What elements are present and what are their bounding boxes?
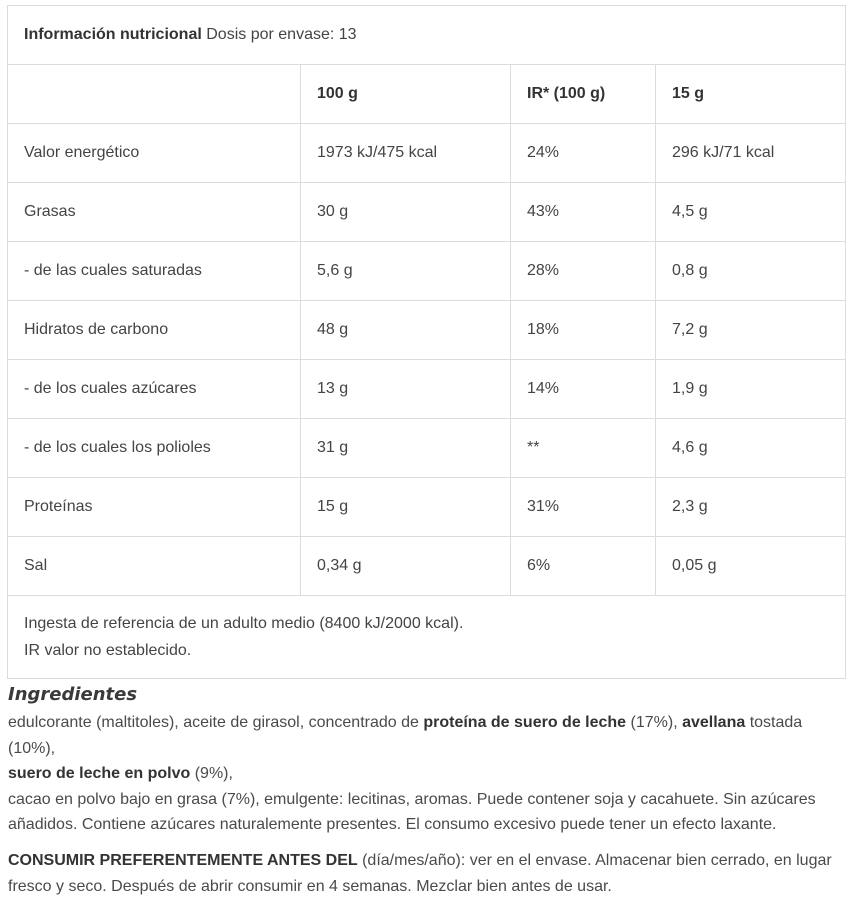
ingredient-text-segment: edulcorante (maltitoles), aceite de girasol, concentrado de xyxy=(8,714,424,731)
nutrient-name-cell: Grasas xyxy=(8,183,301,242)
ingredients-heading: Ingredientes xyxy=(8,684,138,705)
nutrient-value-cell: 296 kJ/71 kcal xyxy=(656,124,846,183)
table-header-row xyxy=(8,65,846,124)
nutrient-value-cell: 4,5 g xyxy=(656,183,846,242)
storage-strong: CONSUMIR PREFERENTEMENTE ANTES DEL xyxy=(8,851,358,869)
nutrient-name-cell: Hidratos de carbono xyxy=(8,301,301,360)
table-row xyxy=(8,537,846,596)
ingredient-highlight: avellana xyxy=(682,714,746,731)
ingredient-text-segment: (17%), xyxy=(626,714,683,731)
nutrient-value-cell: 2,3 g xyxy=(656,478,846,537)
table-header-cell: 100 g xyxy=(301,65,511,124)
nutrient-value-cell: 14% xyxy=(511,360,656,419)
table-row xyxy=(8,301,846,360)
nutrient-value-cell: 31 g xyxy=(301,419,511,478)
nutrition-table xyxy=(7,5,846,679)
table-row xyxy=(8,360,846,419)
table-row xyxy=(8,183,846,242)
ingredient-text-segment: cacao en polvo bajo en grasa (7%), emulgente: lecitinas, aromas. Puede contener soja y cacahuete. Sin azúcares añadidos. Contiene azúcares naturalemente presentes. El consumo excesivo puede tener un efecto laxante. xyxy=(8,790,816,833)
nutrient-name-cell: Proteínas xyxy=(8,478,301,537)
nutrient-value-cell: 4,6 g xyxy=(656,419,846,478)
nutrient-value-cell: 24% xyxy=(511,124,656,183)
nutrient-value-cell: 6% xyxy=(511,537,656,596)
ingredients-text xyxy=(8,710,844,838)
nutrient-value-cell: 31% xyxy=(511,478,656,537)
nutrient-value-cell: 30 g xyxy=(301,183,511,242)
ingredient-highlight: suero de leche en polvo xyxy=(8,765,191,782)
nutrient-value-cell: 7,2 g xyxy=(656,301,846,360)
table-header-cell: IR* (100 g) xyxy=(511,65,656,124)
ingredient-text-segment: (9%), xyxy=(190,765,233,782)
table-title xyxy=(8,6,846,65)
ingredients-section xyxy=(8,684,844,900)
table-row xyxy=(8,419,846,478)
nutrient-value-cell: 0,34 g xyxy=(301,537,511,596)
nutrient-value-cell: 18% xyxy=(511,301,656,360)
nutrient-name-cell: Valor energético xyxy=(8,124,301,183)
nutrient-value-cell: ** xyxy=(511,419,656,478)
table-row xyxy=(8,124,846,183)
nutrient-value-cell: 1,9 g xyxy=(656,360,846,419)
ingredient-highlight: proteína de suero de leche xyxy=(423,714,627,731)
table-header-cell xyxy=(8,65,301,124)
table-title-rest: Dosis por envase: 13 xyxy=(201,26,357,43)
table-header-cell: 15 g xyxy=(656,65,846,124)
nutrient-value-cell: 43% xyxy=(511,183,656,242)
nutrient-value-cell: 0,8 g xyxy=(656,242,846,301)
nutrient-value-cell: 28% xyxy=(511,242,656,301)
storage-instructions xyxy=(8,848,844,900)
nutrient-value-cell: 0,05 g xyxy=(656,537,846,596)
nutrient-name-cell: - de las cuales saturadas xyxy=(8,242,301,301)
nutrient-value-cell: 1973 kJ/475 kcal xyxy=(301,124,511,183)
table-footer-row xyxy=(8,596,846,679)
nutrient-value-cell: 5,6 g xyxy=(301,242,511,301)
nutrient-value-cell: 15 g xyxy=(301,478,511,537)
ingredient-text-segment: tostada (10%), xyxy=(8,714,803,757)
nutrient-name-cell: Sal xyxy=(8,537,301,596)
table-title-strong: Información nutricional xyxy=(24,26,202,43)
table-row xyxy=(8,478,846,537)
footer-note-ir: IR valor no establecido. xyxy=(24,642,192,659)
table-title-row xyxy=(8,6,846,65)
nutrient-value-cell: 48 g xyxy=(301,301,511,360)
storage-rest: (día/mes/año): ver en el envase. Almacenar bien cerrado, en lugar fresco y seco. Después de abrir consumir en 4 semanas. Mezclar bien antes de usar. xyxy=(8,851,832,895)
table-footer xyxy=(8,596,846,679)
table-row xyxy=(8,242,846,301)
footer-note-reference: Ingesta de referencia de un adulto medio (8400 kJ/2000 kcal). xyxy=(24,615,464,632)
nutrition-table-body xyxy=(8,6,846,679)
nutrient-value-cell: 13 g xyxy=(301,360,511,419)
nutrient-name-cell: - de los cuales azúcares xyxy=(8,360,301,419)
nutrient-name-cell: - de los cuales los polioles xyxy=(8,419,301,478)
